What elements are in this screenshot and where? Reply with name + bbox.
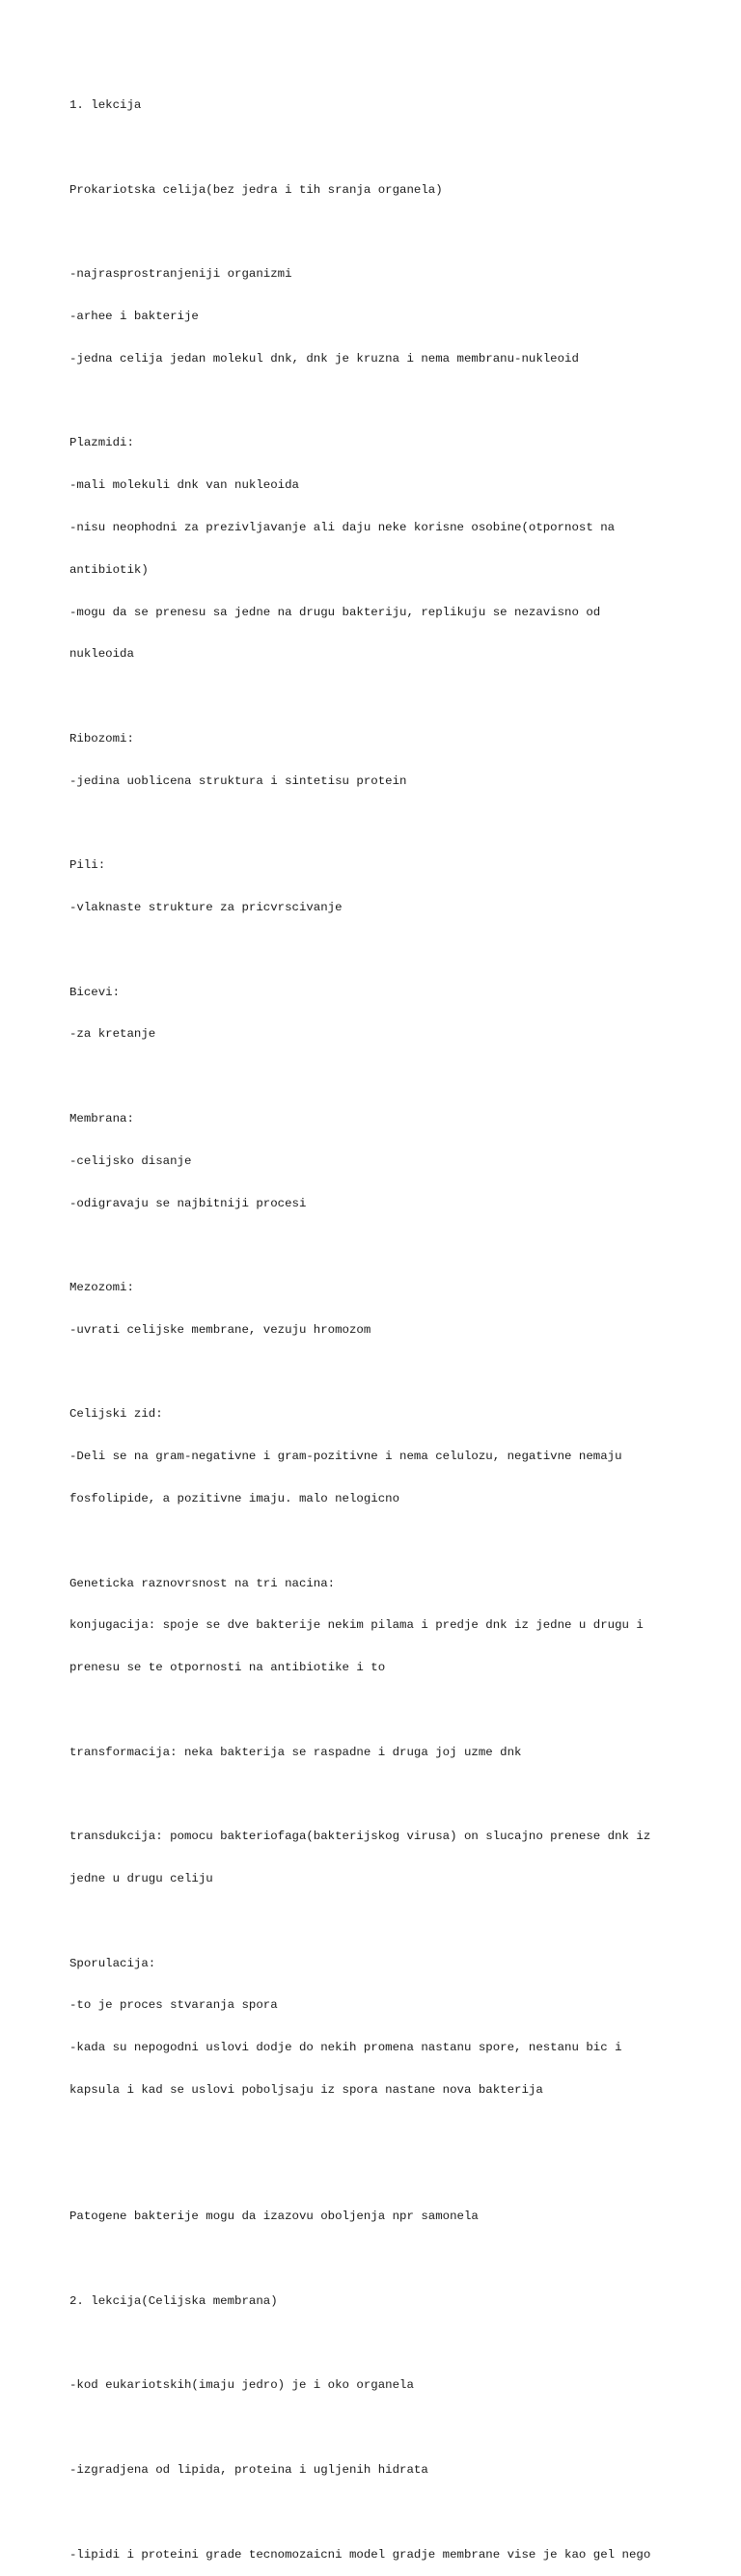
section-title-geneticka: Geneticka raznovrsnost na tri nacina: — [69, 1576, 336, 1590]
text-line: -to je proces stvaranja spora — [69, 1998, 278, 2013]
blank-line — [69, 1703, 687, 1718]
text-line: -uvrati celijske membrane, vezuju hromozom — [69, 1322, 371, 1337]
text-line: -kod eukariotskih(imaju jedro) je i oko organela — [69, 2378, 414, 2393]
blank-line — [69, 1914, 687, 1929]
text-line: -Deli se na gram-negativne i gram-pozitivne i nema celulozu, negativne nemaju — [69, 1450, 622, 1464]
blank-line — [69, 141, 687, 155]
section-title-plazmidi: Plazmidi: — [69, 436, 134, 450]
blank-line — [69, 2421, 687, 2435]
blank-line — [69, 690, 687, 704]
blank-line — [69, 1070, 687, 1084]
blank-line — [69, 1238, 687, 1253]
section-title-bicevi: Bicevi: — [69, 985, 121, 999]
text-line: -kada su nepogodni uslovi dodje do nekih promena nastanu spore, nestanu bic i — [69, 2041, 622, 2055]
heading-lesson-2: 2. lekcija(Celijska membrana) — [69, 2293, 278, 2308]
section-title-prokariotska: Prokariotska celija(bez jedra i tih sranja organela) — [69, 182, 443, 197]
text-line: -mogu da se prenesu sa jedne na drugu bakteriju, replikuju se nezavisno od — [69, 605, 601, 619]
blank-line — [69, 943, 687, 958]
text-line: nukleoida — [69, 647, 134, 662]
blank-line — [69, 2506, 687, 2520]
blank-line — [69, 2126, 687, 2140]
text-line: -najrasprostranjeniji organizmi — [69, 267, 292, 282]
section-title-mezozomi: Mezozomi: — [69, 1281, 134, 1295]
text-line: -jedna celija jedan molekul dnk, dnk je kruzna i nema membranu-nukleoid — [69, 351, 579, 366]
document-page — [69, 70, 687, 2576]
text-line: jedne u drugu celiju — [69, 1872, 213, 1885]
blank-line — [69, 394, 687, 409]
text-line: kapsula i kad se uslovi poboljsaju iz spora nastane nova bakterija — [69, 2082, 543, 2097]
section-title-celijski-zid: Celijski zid: — [69, 1407, 163, 1422]
section-title-pili: Pili: — [69, 858, 106, 873]
blank-line — [69, 1787, 687, 1802]
text-line: antibiotik) — [69, 562, 149, 577]
blank-line — [69, 2167, 687, 2182]
section-title-ribozomi: Ribozomi: — [69, 731, 134, 746]
blank-line — [69, 1366, 687, 1380]
text-line: -mali molekuli dnk van nukleoida — [69, 478, 299, 493]
text-line: -arhee i bakterije — [69, 310, 199, 324]
text-line: -za kretanje — [69, 1027, 156, 1042]
text-line: -celijsko disanje — [69, 1153, 192, 1168]
text-line: transdukcija: pomocu bakteriofaga(bakterijskog virusa) on slucajno prenese dnk iz — [69, 1830, 651, 1844]
text-line: -nisu neophodni za prezivljavanje ali daju neke korisne osobine(otpornost na — [69, 521, 616, 534]
section-title-membrana: Membrana: — [69, 1111, 134, 1125]
text-line: konjugacija: spoje se dve bakterije nekim pilama i predje dnk iz jedne u drugu i — [69, 1618, 644, 1633]
blank-line — [69, 226, 687, 240]
text-line: -lipidi i proteini grade tecnomozaicni model gradje membrane vise je kao gel nego — [69, 2547, 651, 2562]
heading-lesson-1: 1. lekcija — [69, 98, 142, 113]
blank-line — [69, 816, 687, 830]
text-line: Patogene bakterije mogu da izazovu oboljenja npr samonela — [69, 2210, 479, 2224]
text-line: prenesu se te otpornosti na antibiotike i to — [69, 1661, 386, 1675]
blank-line — [69, 2252, 687, 2266]
section-title-sporulacija: Sporulacija: — [69, 1956, 156, 1970]
text-line: -odigravaju se najbitniji procesi — [69, 1196, 307, 1210]
blank-line — [69, 1534, 687, 1549]
text-line: -jedina uoblicena struktura i sintetisu protein — [69, 773, 407, 788]
text-line: transformacija: neka bakterija se raspadne i druga joj uzme dnk — [69, 1745, 522, 1759]
text-line: -vlaknaste strukture za pricvrscivanje — [69, 901, 343, 915]
blank-line — [69, 2337, 687, 2351]
text-line: fosfolipide, a pozitivne imaju. malo nelogicno — [69, 1491, 400, 1505]
text-line: -izgradjena od lipida, proteina i ugljenih hidrata — [69, 2462, 428, 2477]
